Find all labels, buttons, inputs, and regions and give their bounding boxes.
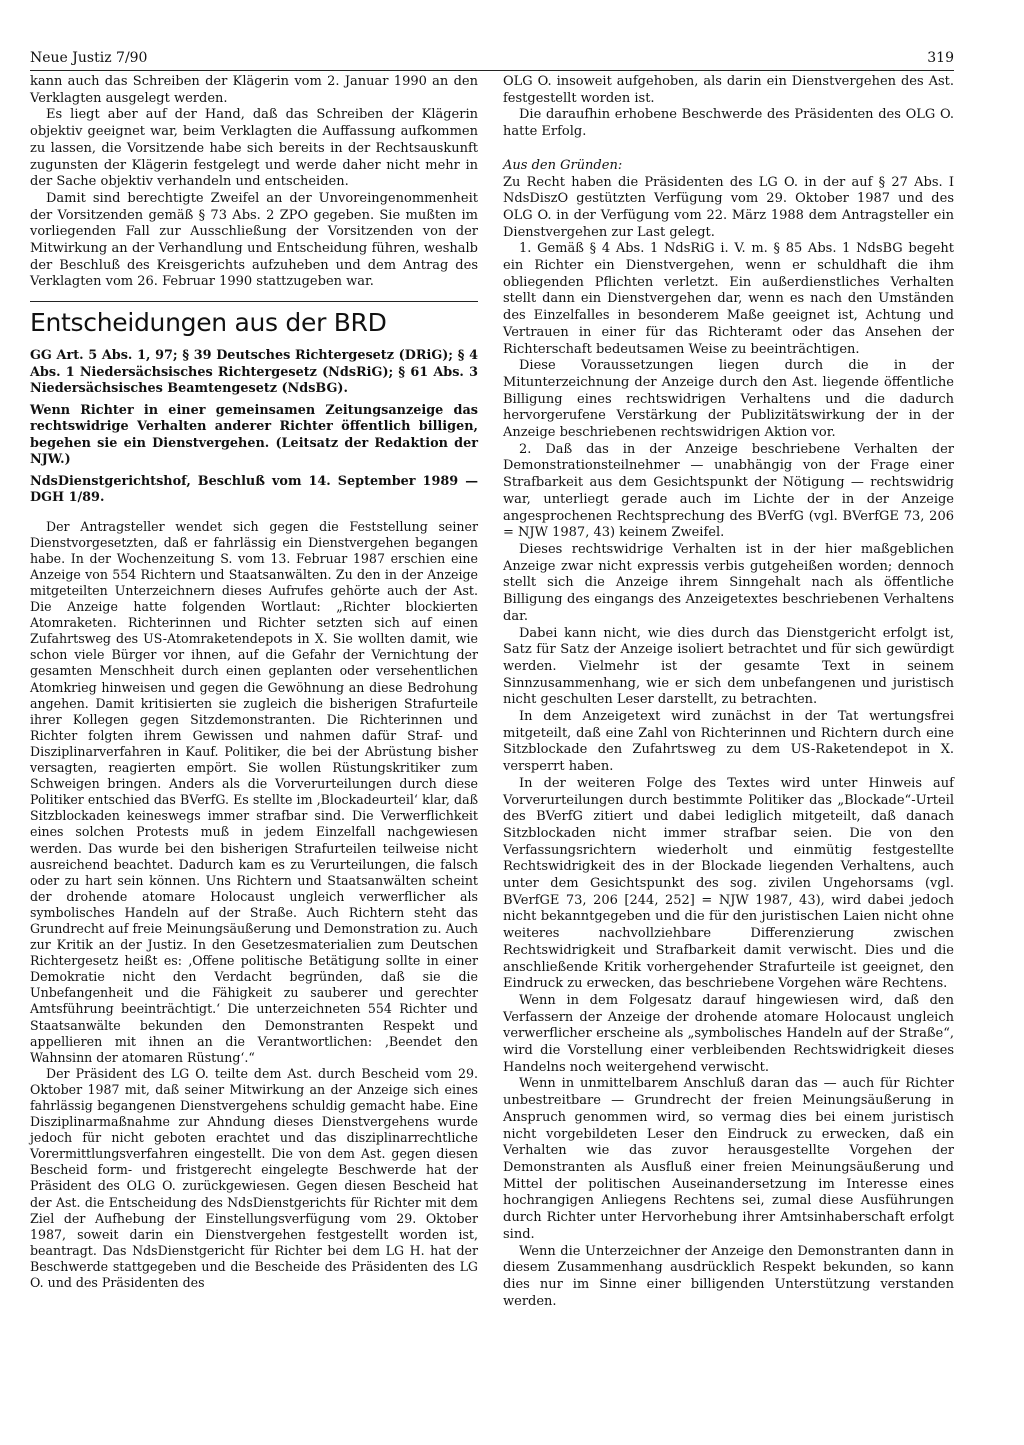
- norm-references: GG Art. 5 Abs. 1, 97; § 39 Deutsches Richtergesetz (DRiG); § 4 Abs. 1 Niedersächsisches Richtergesetz (NdsRiG); § 61 Abs. 3 Niedersächsisches Beamtengesetz (NdsBG).: [30, 348, 478, 397]
- paragraph: In der weiteren Folge des Textes wird unter Hinweis auf Vorverurteilungen durch bestimmte Politiker das „Blockade“-Urteil des BVerfG zitiert und dabei lediglich mitgeteilt, daß danach Sitzblockaden nicht immer strafbar seien. Die von den Verfassungsrichtern wiederholt und einmütig festgestellte Rechtswidrigkeit des in der Blockade liegenden Verhaltens, auch unter dem Gesichtspunkt des sog. zivilen Ungehorsams (vgl. BVerfGE 73, 206 [244, 252] = NJW 1987, 43), wird dabei jedoch nicht bekanntgegeben und die für den juristischen Laien nicht ohne weiteres nachvollziehbare Differenzierung zwischen Rechtswidrigkeit und Strafbarkeit damit verwischt. Dies und die anschließende Kritik vorhergehender Strafurteile ist geeignet, den Eindruck zu erwecken, das beschriebene Vorgehen wäre Rechtens.: [503, 775, 954, 992]
- paragraph: Dieses rechtswidrige Verhalten ist in der hier maßgeblichen Anzeige zwar nicht expressis verbis gutgeheißen worden; dennoch stellt sich die Anzeige ihrem Sinngehalt nach als öffentliche Billigung des eingangs des Anzeigetextes beschriebenen Verhaltens dar.: [503, 541, 954, 624]
- paragraph: Die daraufhin erhobene Beschwerde des Präsidenten des OLG O. hatte Erfolg.: [503, 107, 954, 140]
- paragraph: In dem Anzeigetext wird zunächst in der Tat wertungsfrei mitgeteilt, daß eine Zahl von Richterinnen und Richtern durch eine Sitzblockade den Zufahrtsweg zu dem US-Raketendepot in X. versperrt haben.: [503, 709, 954, 775]
- headnote: Wenn Richter in einer gemeinsamen Zeitungsanzeige das rechtswidrige Verhalten anderer Richter öffentlich billigen, begehen sie ein Dienstvergehen. (Leitsatz der Redaktion der NJW.): [30, 402, 478, 468]
- paragraph: kann auch das Schreiben der Klägerin vom 2. Januar 1990 an den Verklagten ausgelegt werden.: [30, 74, 478, 106]
- section-title: Entscheidungen aus der BRD: [30, 308, 387, 338]
- paragraph: Diese Voraussetzungen liegen durch die in der Mitunterzeichnung der Anzeige durch den Ast. liegende öffentliche Billigung eines rechtswidrigen Verhaltens und die dadurch hervorgerufene Verstärkung der Publizitätswirkung der in der Anzeige beschriebenen rechtswidrigen Aktion vor.: [503, 358, 954, 441]
- running-header: [30, 48, 954, 71]
- case-facts: [30, 519, 478, 1292]
- paragraph: Wenn in unmittelbarem Anschluß daran das — auch für Richter unbestreitbare — Grundrecht der freien Meinungsäußerung in Anspruch genommen wird, so vermag dies bei einem juristisch nicht vorgebildeten Leser den Eindruck zu erwecken, daß ein Verhalten wie das zuvor herausgestellte Vorgehen der Demonstranten als Ausfluß einer freien Meinungsäußerung und Mittel der politischen Auseinandersetzung im Interesse eines hochrangigen Anliegens Rechtens sei, zumal diese Ausführungen durch Richter unter Hervorhebung ihrer Amtsinhaberschaft erfolgt sind.: [503, 1076, 954, 1242]
- paragraph: 2. Daß das in der Anzeige beschriebene Verhalten der Demonstrationsteilnehmer — unabhängig von der Frage einer Strafbarkeit aus dem Gesichtspunkt der Nötigung — rechtswidrig war, unterliegt gerade auch im Lichte der in der Anzeige angesprochenen Rechtsprechung des BVerfG (vgl. BVerfGE 73, 206 = NJW 1987, 43) keinem Zweifel.: [503, 441, 954, 541]
- grounds-heading: Aus den Gründen:: [503, 157, 623, 173]
- right-column: [503, 74, 954, 1310]
- section-divider: [30, 301, 478, 302]
- paragraph: 1. Gemäß § 4 Abs. 1 NdsRiG i. V. m. § 85 Abs. 1 NdsBG begeht ein Richter ein Dienstvergehen, wenn er schuldhaft die ihm obliegenden Pflichten verletzt. Ein außerdienstliches Verhalten stellt dann ein Dienstvergehen dar, wenn es nach den Umständen des Einzelfalles in besonderem Maße geeignet ist, Achtung und Vertrauen in einer für das Richteramt oder das Ansehen der Richterschaft bedeutsamen Weise zu beeinträchtigen.: [503, 241, 954, 357]
- paragraph: Dabei kann nicht, wie dies durch das Dienstgericht erfolgt ist, Satz für Satz der Anzeige isoliert betrachtet und für sich gewürdigt werden. Vielmehr ist der gesamte Text in seinem Sinnzusammenhang, wie er sich dem unbefangenen und juristisch nicht geschulten Leser darstellt, zu betrachten.: [503, 625, 954, 708]
- paragraph: Wenn in dem Folgesatz darauf hingewiesen wird, daß den Verfassern der Anzeige der drohende atomare Holocaust ungleich verwerflicher erscheine als „symbolisches Handeln auf der Straße“, wird die Vorstellung einer verbleibenden Rechtswidrigkeit dieses Handelns noch weitergehend verwischt.: [503, 992, 954, 1075]
- paragraph: Damit sind berechtigte Zweifel an der Unvoreingenommenheit der Vorsitzenden gemäß § 73 Abs. 2 ZPO gegeben. Sie mußten im vorliegenden Fall zur Ausschließung der Vorsitzenden von der Mitwirkung an der Verhandlung und Entscheidung führen, weshalb der Beschluß des Kreisgerichts aufzuheben und dem Antrag des Verklagten vom 26. Februar 1990 stattzugeben war.: [30, 190, 478, 290]
- paragraph: Der Antragsteller wendet sich gegen die Feststellung seiner Dienstvorgesetzten, daß er fahrlässig ein Dienstvergehen begangen habe. In der Wochenzeitung S. vom 13. Februar 1987 erschien eine Anzeige von 554 Richtern und Staatsanwälten. Zu den in der Anzeige mitgeteilten Unterzeichnern dieses Aufrufes gehörte auch der Ast. Die Anzeige hatte folgenden Wortlaut: „Richter blockierten Atomraketen. Richterinnen und Richter setzten sich auf einen Zufahrtsweg des US-Atomraketendepots in X. Sie wollten damit, wie schon viele Bürger vor ihnen, auf die Gefahr der Vernichtung der gesamten Menschheit durch einen geplanten oder versehentlichen Atomkrieg hinweisen und gegen die Gewöhnung an diese Bedrohung angehen. Damit kritisierten sie zugleich die bisherigen Strafurteile ihrer Kollegen gegen Sitzdemonstranten. Die Richterinnen und Richter folgten ihrem Gewissen und nahmen dafür Straf- und Disziplinarverfahren in Kauf. Politiker, die bei der Abrüstung bisher versagten, reagierten empört. Sie wollen Rüstungskritiker zum Schweigen bringen. Anders als die Vorverurteilungen durch diese Politiker entschied das BVerfG. Es stellte im ‚Blockadeurteil‘ klar, daß Sitzblockaden keineswegs immer strafbar sind. Die Verwerflichkeit eines solchen Protests muß in jedem Einzelfall nachgewiesen werden. Das wurde bei den bisherigen Strafurteilen teilweise nicht ausreichend beachtet. Dadurch kam es zu Verurteilungen, die falsch oder zu hart sein können. Uns Richtern und Staatsanwälten scheint der drohende atomare Holocaust ungleich verwerflicher als symbolisches Handeln auf der Straße. Auch Richtern steht das Grundrecht auf freie Meinungsäußerung und Demonstration zu. Auch zur Kritik an der Justiz. In den Gesetzesmaterialien zum Deutschen Richtergesetz heißt es: ‚Offene politische Betätigung sollte in einer Demokratie nicht den Verdacht begründen, daß sie die Unbefangenheit und die Fähigkeit zu sauberer und gerechter Amtsführung beeinträchtigt.‘ Die unterzeichneten 554 Richter und Staatsanwälte bekunden den Demonstranten Respekt und appellieren mit ihnen an die Verantwortlichen: ‚Beendet den Wahnsinn der atomaren Rüstung‘.“: [30, 518, 478, 1065]
- paragraph: Wenn die Unterzeichner der Anzeige den Demonstranten dann in diesem Zusammenhang ausdrücklich Respekt bekunden, so kann dies nur im Sinne einer billigenden Unterstützung verstanden werden.: [503, 1243, 954, 1309]
- paragraph: Es liegt aber auf der Hand, daß das Schreiben der Klägerin objektiv geeignet war, beim Verklagten die Auffassung aufkommen zu lassen, die Vorsitzende habe sich bereits in der Rechtsauskunft zugunsten der Klägerin festgelegt und werde daher nicht mehr in der Sache objektiv verhandeln und entscheiden.: [30, 107, 478, 190]
- paragraph: Zu Recht haben die Präsidenten des LG O. in der auf § 27 Abs. I NdsDiszO gestützten Verfügung vom 29. Oktober 1987 und des OLG O. in der Verfügung vom 22. März 1988 dem Antragsteller ein Dienstvergehen zur Last gelegt.: [503, 174, 954, 240]
- left-column: [30, 74, 478, 1291]
- paragraph: Der Präsident des LG O. teilte dem Ast. durch Bescheid vom 29. Oktober 1987 mit, daß seiner Mitwirkung an der Anzeige sich eines fahrlässig begangenen Dienstvergehens schuldig gemacht habe. Eine Disziplinarmaßnahme zur Ahndung dieses Dienstvergehens wurde jedoch für nicht geboten erachtet und das disziplinarrechtliche Vorermittlungsverfahren eingestellt. Die von dem Ast. gegen diesen Bescheid form- und fristgerecht eingelegte Beschwerde hat der Präsident des OLG O. zurückgewiesen. Gegen diesen Bescheid hat der Ast. die Entscheidung des NdsDienstgerichts für Richter mit dem Ziel der Aufhebung der Einstellungsverfügung vom 29. Oktober 1987, soweit darin ein Dienstvergehen festgestellt worden ist, beantragt. Das NdsDienstgericht für Richter bei dem LG H. hat der Beschwerde stattgegeben und die Bescheide des Präsidenten des LG O. und des Präsidenten des: [30, 1065, 478, 1291]
- paragraph: OLG O. insoweit aufgehoben, als darin ein Dienstvergehen des Ast. festgestellt worden ist.: [503, 74, 954, 106]
- journal-issue: Neue Justiz 7/90: [30, 50, 148, 66]
- page-number: 319: [927, 50, 954, 66]
- court-citation: NdsDienstgerichtshof, Beschluß vom 14. September 1989 — DGH 1/89.: [30, 473, 478, 506]
